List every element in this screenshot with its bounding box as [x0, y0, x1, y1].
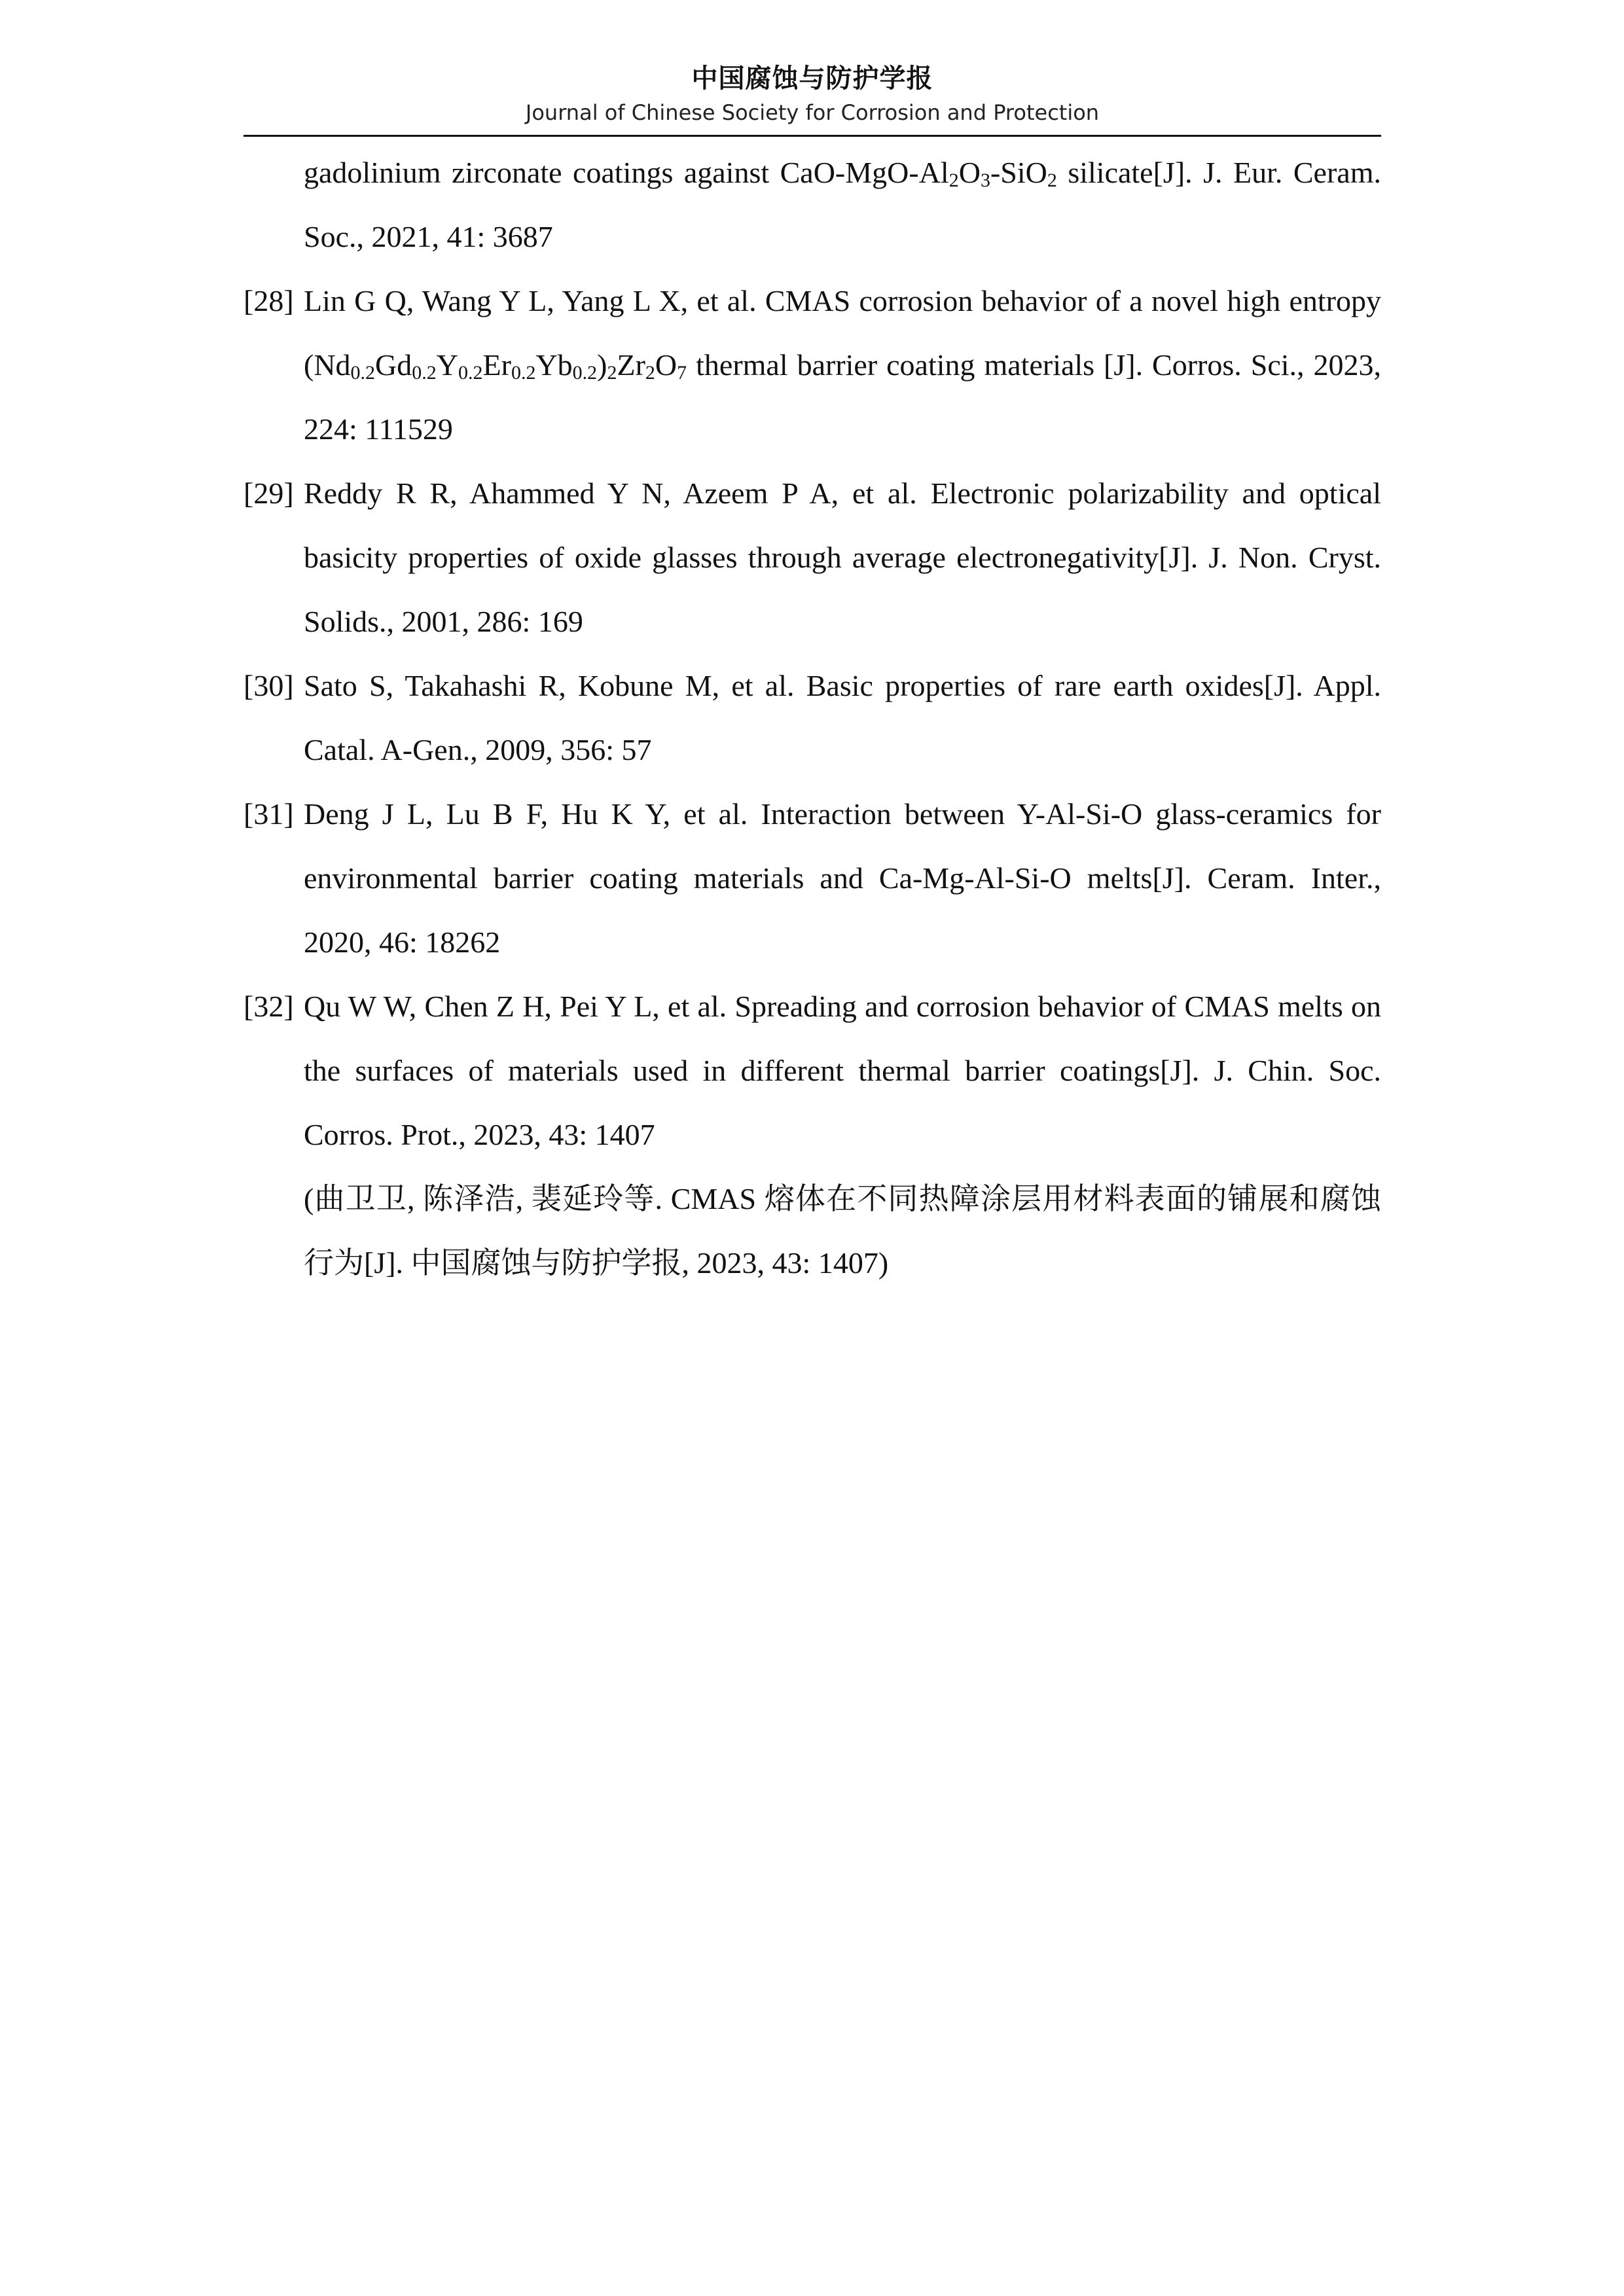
reference-number: [32]: [244, 990, 294, 1023]
journal-title-english: Journal of Chinese Society for Corrosion and Protection: [525, 100, 1100, 125]
reference-number: [29]: [244, 476, 294, 510]
reference-entry: [244, 654, 1381, 782]
reference-number: [31]: [244, 797, 294, 831]
reference-text: Sato S, Takahashi R, Kobune M, et al. Basic properties of rare earth oxides[J]. Appl. Catal. A-Gen., 2009, 356: 57: [304, 669, 1381, 766]
reference-text: Deng J L, Lu B F, Hu K Y, et al. Interaction between Y-Al-Si-O glass-ceramics for environmental barrier coating materials and Ca-Mg-Al-Si-O melts[J]. Ceram. Inter., 2020, 46: 18262: [304, 797, 1381, 959]
reference-entry: [244, 782, 1381, 975]
reference-entry: [244, 975, 1381, 1295]
reference-number: [28]: [244, 284, 294, 317]
reference-entry: [244, 461, 1381, 654]
reference-entry: [244, 141, 1381, 269]
reference-entry: [244, 269, 1381, 461]
reference-text: gadolinium zirconate coatings against CaO-$MgO-Al_2O_3-SiO_2$ silicate[J]. J. Eur. Ceram. Soc., 2021, 41: 3687: [304, 156, 1381, 253]
journal-header: [244, 60, 1381, 127]
header-divider: [244, 135, 1381, 137]
reference-number: [30]: [244, 669, 294, 702]
journal-title-chinese: 中国腐蚀与防护学报: [691, 63, 933, 94]
reference-text: Reddy R R, Ahammed Y N, Azeem P A, et al. Electronic polarizability and optical basicity properties of oxide glasses through average electronegativity[J]. J. Non. Cryst. Solids., 2001, 286: 169: [304, 476, 1381, 638]
reference-list: [244, 141, 1381, 1295]
reference-text: Lin G Q, Wang Y L, Yang L X, et al. CMAS corrosion behavior of a novel high entropy $(Nd_{0.2}Gd_{0.2}Y_{0.2}Er_{0.2}Yb_{0.2})_2Zr_2O_7$ thermal barrier coating materials [J]. Corros. Sci., 2023, 224: 111529: [304, 284, 1381, 446]
reference-text: Qu W W, Chen Z H, Pei Y L, et al. Spreading and corrosion behavior of CMAS melts on the surfaces of materials used in different thermal barrier coatings[J]. J. Chin. Soc. Corros. Prot., 2023, 43: 1407 (曲卫卫, 陈泽浩, 裴延玲等. CMAS 熔体在不同热障涂层用材料表面的铺展和腐蚀行为[J]. 中国腐蚀与防护学报, 2023, 43: 1407): [304, 990, 1381, 1280]
